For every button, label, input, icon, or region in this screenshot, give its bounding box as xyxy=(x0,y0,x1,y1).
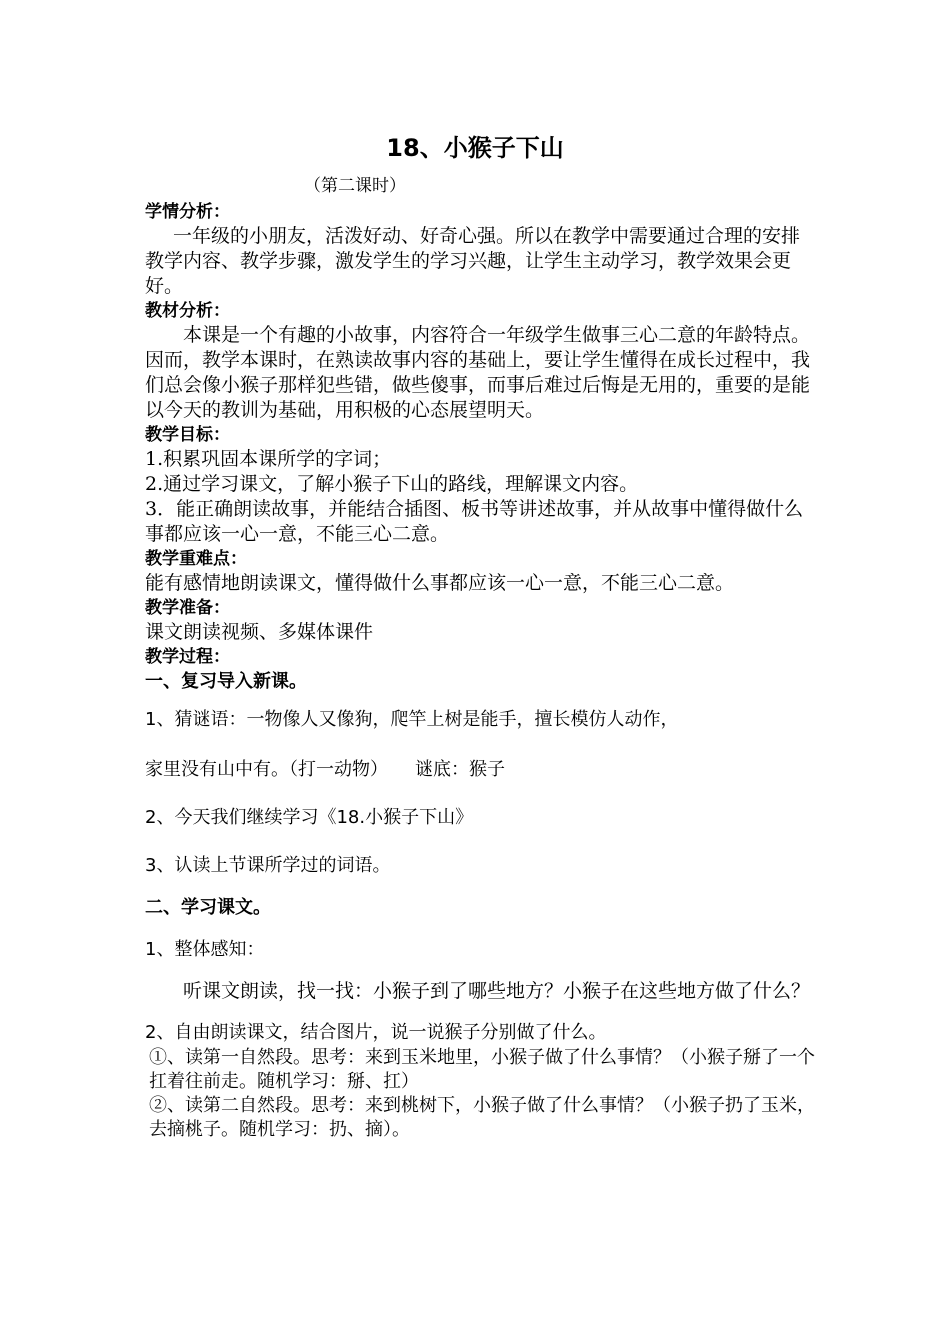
heading-mubiao: 教学目标： xyxy=(145,425,230,445)
section-2-sub-2: ②、读第二自然段。思考：来到桃树下，小猴子做了什么事情？（小猴子扔了玉米，去摘桃子。随机学习：扔、摘）。 xyxy=(149,1095,815,1140)
section-2-item-2: 2、自由朗读课文，结合图片，说一说猴子分别做了什么。 xyxy=(145,1022,607,1043)
goal-item-2: 2.通过学习课文，了解小猴子下山的路线，理解课文内容。 xyxy=(145,473,639,495)
section-2-item-1: 1、整体感知： xyxy=(145,939,265,960)
section-2-heading: 二、学习课文。 xyxy=(145,897,271,918)
paragraph-zhunbei: 课文朗读视频、多媒体课件 xyxy=(145,621,374,643)
paragraph-jiaocai: 本课是一个有趣的小故事，内容符合一年级学生做事三心二意的年龄特点。因而，教学本课时，在熟读故事内容的基础上，要让学生懂得在成长过程中，我们总会像小猴子那样犯些错，做些傻事，而事后难过后悔是无用的，重要的是能以今天的教训为基础，用积极的心态展望明天。 xyxy=(145,324,811,421)
section-1-item-1b: 家里没有山中有。（打一动物） 谜底：猴子 xyxy=(145,759,505,780)
document-subtitle: （第二课时） xyxy=(304,176,406,196)
section-1-heading: 一、复习导入新课。 xyxy=(145,671,307,692)
document-title: 18、小猴子下山 xyxy=(386,134,564,162)
section-1-item-2: 2、今天我们继续学习《18.小猴子下山》 xyxy=(145,807,474,828)
paragraph-xueqing: 一年级的小朋友，活泼好动、好奇心强。所以在教学中需要通过合理的安排教学内容、教学步骤，激发学生的学习兴趣，让学生主动学习，教学效果会更好。 xyxy=(145,225,801,297)
heading-jiaocai: 教材分析： xyxy=(145,301,230,321)
goal-item-3: 3．能正确朗读故事，并能结合插图、板书等讲述故事，并从故事中懂得做什么事都应该一心一意，不能三心二意。 xyxy=(145,498,804,545)
section-2-item-1-text: 听课文朗读，找一找：小猴子到了哪些地方？小猴子在这些地方做了什么？ xyxy=(183,980,811,1002)
document-body xyxy=(145,200,817,1142)
paragraph-zhongnan: 能有感情地朗读课文，懂得做什么事都应该一心一意，不能三心二意。 xyxy=(145,572,735,594)
section-2-sub-1: ①、读第一自然段。思考：来到玉米地里，小猴子做了什么事情？（小猴子掰了一个扛着往前走。随机学习：掰、扛） xyxy=(149,1047,815,1092)
section-1-item-3: 3、认读上节课所学过的词语。 xyxy=(145,855,391,876)
heading-zhunbei: 教学准备： xyxy=(145,598,230,618)
heading-xueqing: 学情分析： xyxy=(145,202,230,222)
heading-guocheng: 教学过程： xyxy=(145,647,230,667)
heading-zhongnan: 教学重难点： xyxy=(145,549,247,569)
goal-item-1: 1.积累巩固本课所学的字词； xyxy=(145,448,392,470)
section-1-item-1a: 1、猜谜语：一物像人又像狗，爬竿上树是能手，擅长模仿人动作， xyxy=(145,709,679,730)
